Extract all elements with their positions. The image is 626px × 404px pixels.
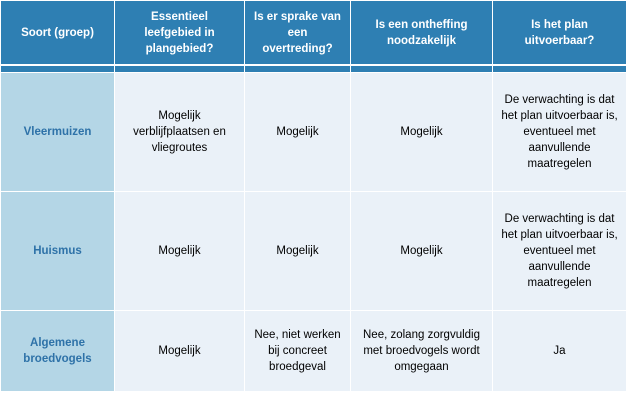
spacer-cell: [245, 65, 351, 73]
ontheffing-cell: Nee, zolang zorgvuldig met broedvogels wordt omgegaan: [351, 311, 493, 392]
uitvoerbaar-cell: Ja: [493, 311, 626, 392]
species-cell: Vleermuizen: [1, 73, 115, 192]
uitvoerbaar-cell: De verwachting is dat het plan uitvoerbaar is, eventueel met aanvullende maatregelen: [493, 73, 626, 192]
table-row: [1, 192, 626, 311]
species-cell: Algemene broedvogels: [1, 311, 115, 392]
spacer-cell: [1, 65, 115, 73]
header-spacer-row: [1, 65, 626, 73]
table-body: [1, 73, 626, 392]
spacer-cell: [493, 65, 626, 73]
overtreding-cell: Nee, niet werken bij concreet broedgeval: [245, 311, 351, 392]
spacer-cell: [351, 65, 493, 73]
header-overtreding: Is er sprake van een overtreding?: [245, 1, 351, 66]
table-header: [1, 1, 626, 73]
header-soort: Soort (groep): [1, 1, 115, 66]
overtreding-cell: Mogelijk: [245, 73, 351, 192]
header-ontheffing: Is een ontheffing noodzakelijk: [351, 1, 493, 66]
table-row: [1, 311, 626, 392]
uitvoerbaar-cell: De verwachting is dat het plan uitvoerbaar is, eventueel met aanvullende maatregelen: [493, 192, 626, 311]
header-row: [1, 1, 626, 66]
overtreding-cell: Mogelijk: [245, 192, 351, 311]
species-cell: Huismus: [1, 192, 115, 311]
header-uitvoerbaar: Is het plan uitvoerbaar?: [493, 1, 626, 66]
ontheffing-cell: Mogelijk: [351, 192, 493, 311]
header-leefgebied: Essentieel leefgebied in plangebied?: [115, 1, 245, 66]
table-row: [1, 73, 626, 192]
leefgebied-cell: Mogelijk: [115, 192, 245, 311]
leefgebied-cell: Mogelijk: [115, 311, 245, 392]
spacer-cell: [115, 65, 245, 73]
ontheffing-cell: Mogelijk: [351, 73, 493, 192]
leefgebied-cell: Mogelijk verblijfplaatsen en vliegroutes: [115, 73, 245, 192]
